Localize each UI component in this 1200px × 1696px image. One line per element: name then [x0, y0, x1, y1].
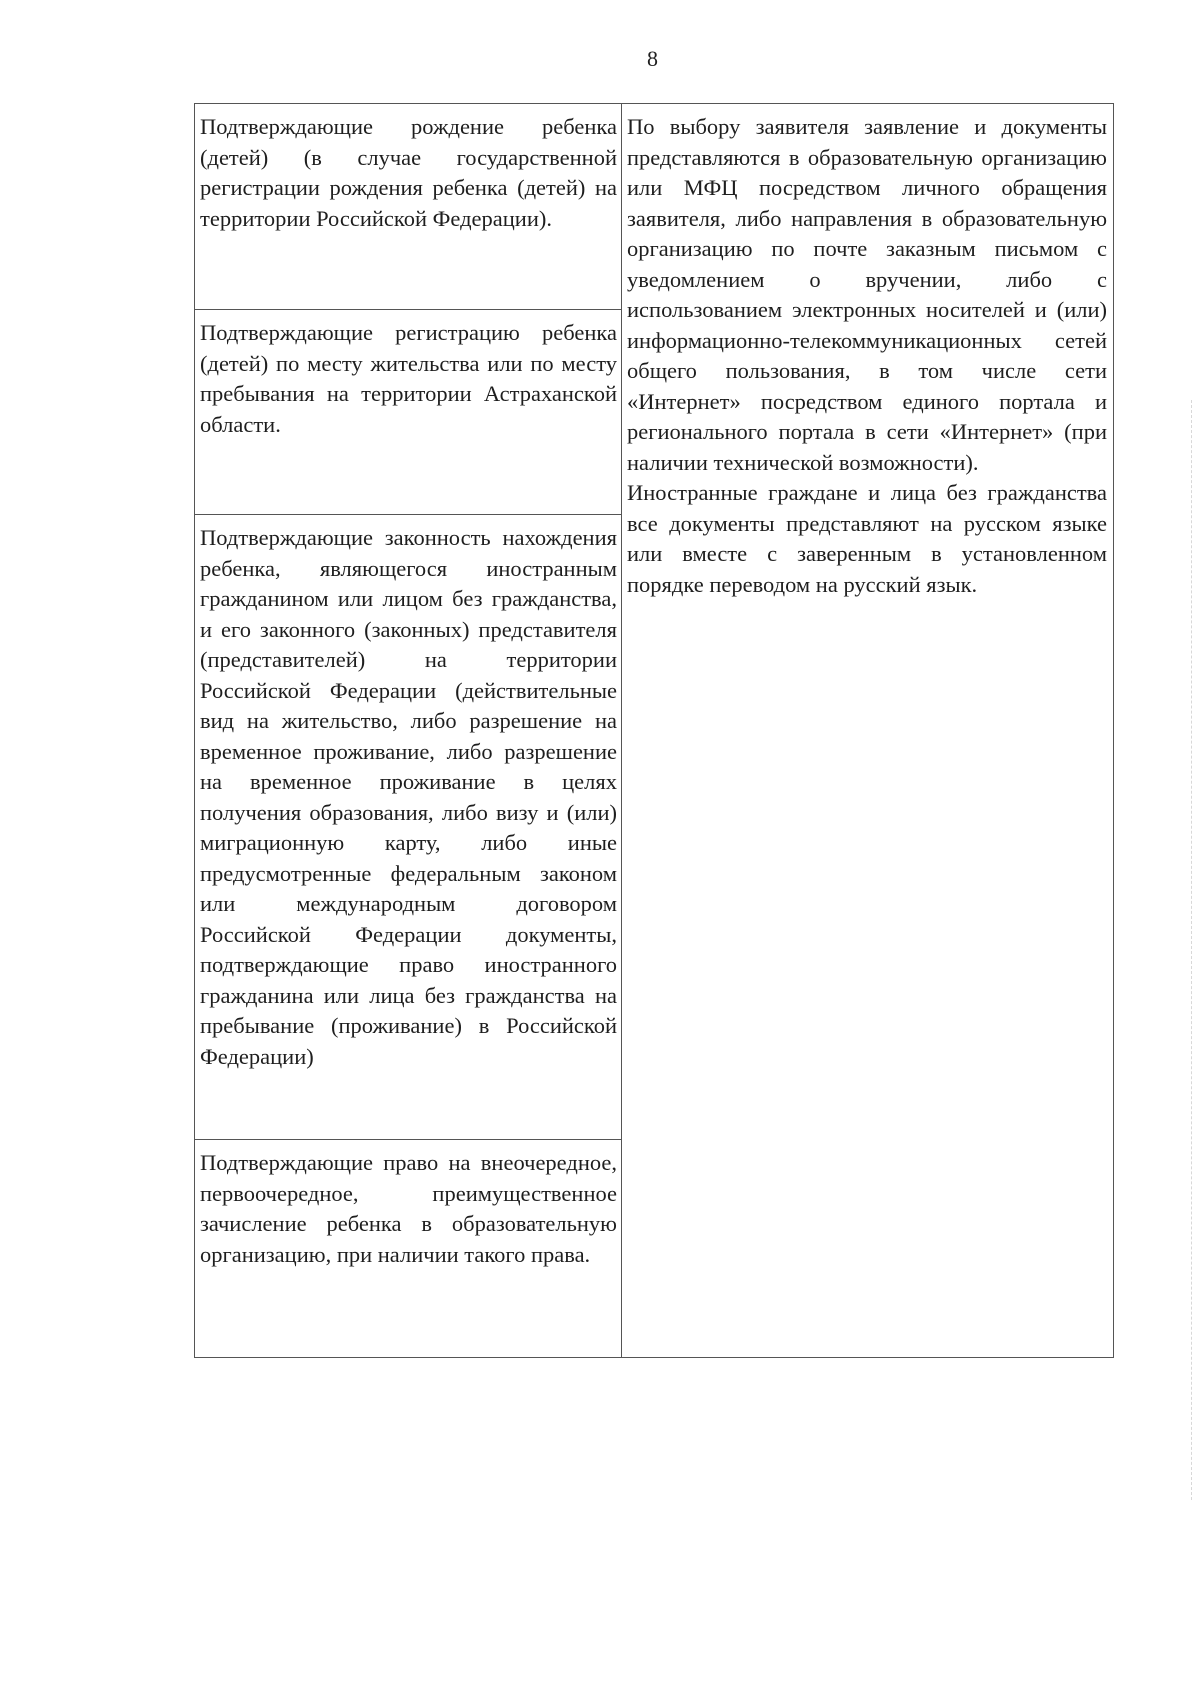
cell-text-birth: Подтверждающие рождение ребенка (детей) (в случае государственной регистрации рождения ребенка (детей) на территории Российской Федерации). [200, 114, 617, 231]
submission-method-text: По выбору заявителя заявление и документы представляются в образовательную организацию или МФЦ посредством личного обращения заявителя, либо направления в образовательную организацию по почте заказным письмом с уведомлением о вручении, либо с использованием электронных носителей и (или) информационно-телекоммуникационных сетей общего пользования, в том числе сети «Интернет» посредством единого портала и регионального портала в сети «Интернет» (при наличии технической возможности). [627, 114, 1107, 475]
table-cell-registration [195, 309, 621, 514]
column-divider [621, 104, 622, 1357]
table-cell-foreign-legality [195, 514, 621, 1139]
document-table [194, 103, 1114, 1358]
scan-edge-artifact [1191, 400, 1192, 1500]
cell-text-foreign-legality: Подтверждающие законность нахождения ребенка, являющегося иностранным гражданином или лицом без гражданства, и его законного (законных) представителя (представителей) на территории Российской Федерации (действительные вид на жительство, либо разрешение на временное проживание, либо разрешение на временное проживание в целях получения образования, либо визу и (или) миграционную карту, либо иные предусмотренные федеральным законом или международным договором Российской Федерации документы, подтверждающие право иностранного гражданина или лица без гражданства на пребывание (проживание) в Российской Федерации) [200, 525, 617, 1069]
table-cell-priority-right [195, 1139, 621, 1357]
cell-text-priority-right: Подтверждающие право на внеочередное, первоочередное, преимущественное зачисление ребенка в образовательную организацию, при наличии такого права. [200, 1150, 617, 1267]
cell-text-registration: Подтверждающие регистрацию ребенка (детей) по месту жительства или по месту пребывания на территории Астраханской области. [200, 320, 617, 437]
table-right-column [623, 104, 1113, 600]
table-cell-birth [195, 104, 621, 309]
table-left-column [195, 104, 621, 1357]
page-number: 8 [647, 46, 658, 71]
foreign-citizens-text: Иностранные граждане и лица без гражданства все документы представляют на русском языке или вместе с заверенным в установленном порядке переводом на русский язык. [627, 480, 1107, 597]
